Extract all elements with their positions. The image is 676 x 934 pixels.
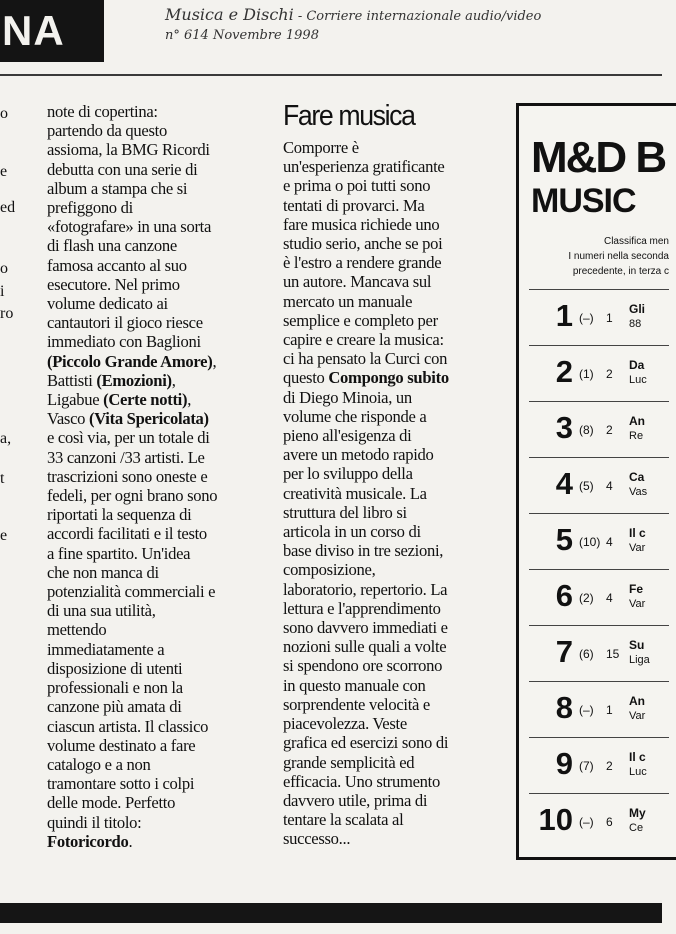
chart-artist: Luc: [629, 374, 647, 386]
text-run: trascrizioni sono oneste e: [47, 466, 208, 486]
text-run: immediato con Baglioni: [47, 332, 201, 352]
text-line: [283, 733, 503, 752]
text-run: avere un metodo rapido: [283, 445, 434, 465]
text-run: è l'estro a rendere grande: [283, 253, 442, 273]
text-line: [47, 352, 262, 371]
text-run: ciascun artista. Il classico: [47, 716, 209, 736]
handwritten-note: [165, 5, 625, 45]
text-run: questo: [283, 368, 329, 388]
text-line: [283, 349, 503, 368]
text-line: [47, 640, 262, 659]
text-run: per lo sviluppo della: [283, 464, 413, 484]
text-run: si spendono ore scorrono: [283, 656, 443, 676]
text-line: [283, 176, 503, 195]
text-run: prefiggono di: [47, 198, 133, 218]
text-line: [47, 275, 262, 294]
chart-rank: 3: [555, 410, 573, 445]
text-run: creatività musicale. La: [283, 483, 427, 503]
chart-rank: 7: [555, 634, 573, 669]
text-run: disposizione di utenti: [47, 658, 183, 678]
text-line: [47, 409, 262, 428]
text-line: [283, 599, 503, 618]
text-line: [47, 678, 262, 697]
text-run: e prima o poi tutti sono: [283, 176, 431, 196]
chart-previous-position: (–): [579, 703, 594, 717]
chart-weeks: 6: [606, 815, 613, 829]
text-run: efficacia. Uno strumento: [283, 771, 440, 791]
handwritten-magazine: Musica e Dischi: [165, 5, 294, 24]
text-run: ,: [187, 390, 192, 410]
text-line: [283, 407, 503, 426]
text-run: sono davvero immediati e: [283, 618, 448, 638]
text-run: composizione,: [283, 560, 376, 580]
chart-entry: [529, 513, 669, 569]
chart-rank: 2: [555, 354, 573, 389]
text-run: di Diego Minoia, un: [283, 387, 412, 407]
text-run: un'esperienza gratificante: [283, 157, 445, 177]
text-line: [47, 582, 262, 601]
text-run: ,: [171, 370, 176, 390]
chart-description-line: I numeri nella seconda: [568, 251, 669, 262]
text-run: laboratorio, repertorio. La: [283, 579, 448, 599]
chart-previous-position: (–): [579, 311, 594, 325]
text-line: [47, 697, 262, 716]
text-line: [283, 215, 503, 234]
text-line: [47, 601, 262, 620]
chart-artist: Liga: [629, 654, 650, 666]
text-line: [283, 637, 503, 656]
text-run: .: [128, 831, 133, 851]
text-line: [47, 524, 262, 543]
text-run: sorprendente velocità e: [283, 694, 430, 714]
text-line: [283, 196, 503, 215]
text-line: [283, 753, 503, 772]
chart-weeks: 2: [606, 367, 613, 381]
top-rule: [0, 74, 662, 76]
chart-weeks: 2: [606, 759, 613, 773]
text-run: in questo manuale con: [283, 675, 426, 695]
text-line: [283, 464, 503, 483]
text-line: [47, 256, 262, 275]
bottom-rule: [0, 903, 662, 923]
chart-previous-position: (2): [579, 591, 594, 605]
chart-title: Su: [629, 638, 645, 652]
text-run: album a stampa che si: [47, 178, 188, 198]
text-run: di flash una canzone: [47, 236, 177, 256]
text-run: Ligabue: [47, 390, 104, 410]
text-run: volume destinato a fare: [47, 735, 196, 755]
chart-title: Il c: [629, 750, 646, 764]
article-column-1: [47, 102, 262, 851]
chart-weeks: 4: [606, 591, 613, 605]
text-run: e così via, per un totale di: [47, 428, 210, 448]
text-line: [47, 544, 262, 563]
text-line: [47, 313, 262, 332]
text-line: [283, 810, 503, 829]
text-run: che non manca di: [47, 562, 159, 582]
text-run: tentati di provarci. Ma: [283, 195, 425, 215]
section-title: Fare musica: [283, 100, 415, 132]
handwritten-line-1: [165, 5, 625, 26]
text-run: famosa accanto al suo: [47, 255, 187, 275]
chart-artist: Var: [629, 710, 646, 722]
text-line: [283, 426, 503, 445]
bold-title: (Piccolo Grande Amore): [47, 351, 213, 371]
chart-entry: [529, 737, 669, 793]
chart-entry: [529, 793, 669, 849]
text-run: tentare la scalata al: [283, 810, 404, 830]
chart-artist: Luc: [629, 766, 647, 778]
chart-title: An: [629, 414, 645, 428]
text-run: Vasco: [47, 409, 89, 429]
text-run: piacevolezza. Veste: [283, 714, 407, 734]
text-line: [47, 102, 262, 121]
chart-entry: [529, 457, 669, 513]
chart-title: An: [629, 694, 645, 708]
text-run: struttura del libro si: [283, 502, 407, 522]
text-run: quindi il titolo:: [47, 812, 142, 832]
text-run: base diviso in tre sezioni,: [283, 541, 444, 561]
text-run: grande semplicità ed: [283, 752, 415, 772]
chart-artist: Re: [629, 430, 644, 442]
text-line: [283, 714, 503, 733]
text-line: [283, 503, 503, 522]
text-line: [47, 217, 262, 236]
stub-fragment: t: [0, 470, 5, 487]
text-run: debutta con una serie di: [47, 159, 198, 179]
text-run: grafica ed esercizi sono di: [283, 733, 449, 753]
text-run: assioma, la BMG Ricordi: [47, 140, 210, 160]
chart-artist: 88: [629, 318, 642, 330]
text-run: catalogo e a non: [47, 754, 151, 774]
stub-fragment: ro: [0, 305, 14, 322]
text-line: [283, 138, 503, 157]
chart-entry: [529, 569, 669, 625]
text-line: [47, 717, 262, 736]
chart-entry: [529, 681, 669, 737]
text-line: [283, 695, 503, 714]
text-line: [283, 560, 503, 579]
text-run: a fine spartito. Un'idea: [47, 543, 191, 563]
chart-weeks: 4: [606, 535, 613, 549]
chart-rank: 9: [555, 746, 573, 781]
chart-title: Da: [629, 358, 645, 372]
stub-fragment: e: [0, 527, 8, 544]
chart-weeks: 2: [606, 423, 613, 437]
text-run: cantautori il gioco riesce: [47, 313, 203, 333]
chart-title: Ca: [629, 470, 645, 484]
text-line: [47, 179, 262, 198]
section-header-text: NA: [2, 7, 65, 54]
handwritten-subtitle: - Corriere internazionale audio/video: [293, 9, 542, 24]
chart-rank: 5: [555, 522, 573, 557]
chart-artist: Var: [629, 542, 646, 554]
chart-entry: [529, 625, 669, 681]
text-line: [47, 774, 262, 793]
text-run: nozioni sulle quali a volte: [283, 637, 447, 657]
section-header-tab: [0, 0, 104, 62]
text-line: [47, 121, 262, 140]
chart-subtitle: MUSIC: [531, 182, 636, 220]
text-run: professionali e non la: [47, 678, 183, 698]
chart-rank: 4: [555, 466, 573, 501]
chart-artist: Ce: [629, 822, 644, 834]
text-run: «fotografare» in una sorta: [47, 217, 212, 237]
stub-fragment: e: [0, 163, 8, 180]
text-line: [283, 541, 503, 560]
text-line: [47, 736, 262, 755]
text-run: partendo da questo: [47, 121, 167, 141]
stub-fragment: a,: [0, 430, 12, 447]
bold-title: (Emozioni): [96, 370, 172, 390]
text-line: [283, 388, 503, 407]
text-line: [47, 236, 262, 255]
text-line: [47, 448, 262, 467]
text-line: [283, 272, 503, 291]
text-line: [283, 253, 503, 272]
text-line: [283, 772, 503, 791]
text-run: successo...: [283, 829, 351, 849]
stub-fragment: ed: [0, 199, 16, 216]
text-run: studio serio, anche se poi: [283, 234, 443, 254]
text-line: [47, 813, 262, 832]
stub-fragment: i: [0, 283, 5, 300]
text-line: [47, 390, 262, 409]
chart-previous-position: (6): [579, 647, 594, 661]
text-line: [47, 793, 262, 812]
text-run: di una sua utilità,: [47, 601, 156, 621]
text-run: mercato un manuale: [283, 291, 413, 311]
text-line: [47, 332, 262, 351]
text-line: [283, 676, 503, 695]
chart-title: Gli: [629, 302, 646, 316]
text-line: [47, 160, 262, 179]
text-line: [283, 311, 503, 330]
text-run: fare musica richiede uno: [283, 214, 440, 234]
text-run: delle mode. Perfetto: [47, 793, 176, 813]
chart-previous-position: (8): [579, 423, 594, 437]
stub-fragment: o: [0, 260, 8, 277]
bold-title: Compongo subito: [328, 368, 449, 388]
text-line: [283, 330, 503, 349]
text-line: [47, 563, 262, 582]
text-line: [47, 620, 262, 639]
text-run: fedeli, per ogni brano sono: [47, 486, 218, 506]
text-run: immediatamente a: [47, 639, 165, 659]
text-line: [283, 829, 503, 848]
text-line: [283, 234, 503, 253]
chart-entry: [529, 345, 669, 401]
chart-previous-position: (1): [579, 367, 594, 381]
text-line: [47, 140, 262, 159]
chart-description-line: precedente, in terza c: [572, 266, 669, 277]
chart-title: Il c: [629, 526, 646, 540]
text-run: un autore. Mancava sul: [283, 272, 432, 292]
chart-entry: [529, 289, 669, 345]
text-line: [283, 157, 503, 176]
chart-rank: 6: [555, 578, 573, 613]
text-line: [283, 522, 503, 541]
chart-rank: 8: [555, 690, 573, 725]
chart-title: My: [629, 806, 646, 820]
text-line: [47, 486, 262, 505]
bold-title: (Certe notti): [103, 390, 188, 410]
text-line: [283, 580, 503, 599]
text-line: [47, 659, 262, 678]
text-line: [47, 505, 262, 524]
text-run: davvero utile, prima di: [283, 790, 428, 810]
chart-weeks: 1: [606, 311, 613, 325]
text-line: [47, 755, 262, 774]
text-line: [283, 791, 503, 810]
text-line: [47, 371, 262, 390]
article-column-2: [283, 138, 503, 849]
text-run: ci ha pensato la Curci con: [283, 349, 448, 369]
text-line: [47, 294, 262, 313]
chart-entry: [529, 401, 669, 457]
text-run: volume dedicato ai: [47, 294, 168, 314]
text-run: esecutore. Nel primo: [47, 274, 180, 294]
text-run: canzone più amata di: [47, 697, 182, 717]
text-run: ,: [212, 351, 217, 371]
chart-weeks: 4: [606, 479, 613, 493]
text-line: [283, 618, 503, 637]
text-run: lettura e l'apprendimento: [283, 598, 441, 618]
text-line: [47, 467, 262, 486]
text-line: [47, 428, 262, 447]
chart-description-line: Classifica men: [603, 236, 669, 247]
text-line: [283, 445, 503, 464]
text-line: [283, 656, 503, 675]
chart-weeks: 15: [606, 647, 620, 661]
text-run: semplice e completo per: [283, 310, 438, 330]
chart-artist: Var: [629, 598, 646, 610]
chart-title: Fe: [629, 582, 644, 596]
chart-rank: 1: [555, 298, 573, 333]
text-run: articola in un corso di: [283, 522, 421, 542]
text-run: volume che risponde a: [283, 406, 427, 426]
text-run: mettendo: [47, 620, 107, 640]
text-line: [47, 832, 262, 851]
chart-previous-position: (10): [579, 535, 601, 549]
handwritten-line-2: n° 614 Novembre 1998: [165, 28, 319, 43]
bold-title: (Vita Spericolata): [88, 409, 209, 429]
chart-previous-position: (5): [579, 479, 594, 493]
text-run: Comporre è: [283, 138, 359, 157]
text-line: [47, 198, 262, 217]
chart-previous-position: (–): [579, 815, 594, 829]
chart-box: [516, 103, 676, 860]
stub-fragment: o: [0, 105, 8, 122]
text-line: [283, 368, 503, 387]
text-run: accordi facilitati e il testo: [47, 524, 207, 544]
text-line: [283, 484, 503, 503]
chart-artist: Vas: [629, 486, 648, 498]
chart-description: [529, 234, 669, 279]
text-run: potenzialità commerciali e: [47, 582, 216, 602]
text-run: note di copertina:: [47, 102, 158, 121]
text-run: Battisti: [47, 370, 97, 390]
bold-title: Fotoricordo: [47, 831, 129, 851]
chart-logo: M&D B: [531, 133, 666, 182]
chart-rank: 10: [538, 802, 573, 837]
chart-previous-position: (7): [579, 759, 594, 773]
text-run: tramontare sotto i colpi: [47, 774, 195, 794]
text-run: riportati la sequenza di: [47, 505, 192, 525]
text-run: 33 canzoni /33 artisti. Le: [47, 447, 205, 467]
text-run: capire e creare la musica:: [283, 330, 444, 350]
chart-weeks: 1: [606, 703, 613, 717]
text-run: pieno all'esigenza di: [283, 426, 412, 446]
text-line: [283, 292, 503, 311]
